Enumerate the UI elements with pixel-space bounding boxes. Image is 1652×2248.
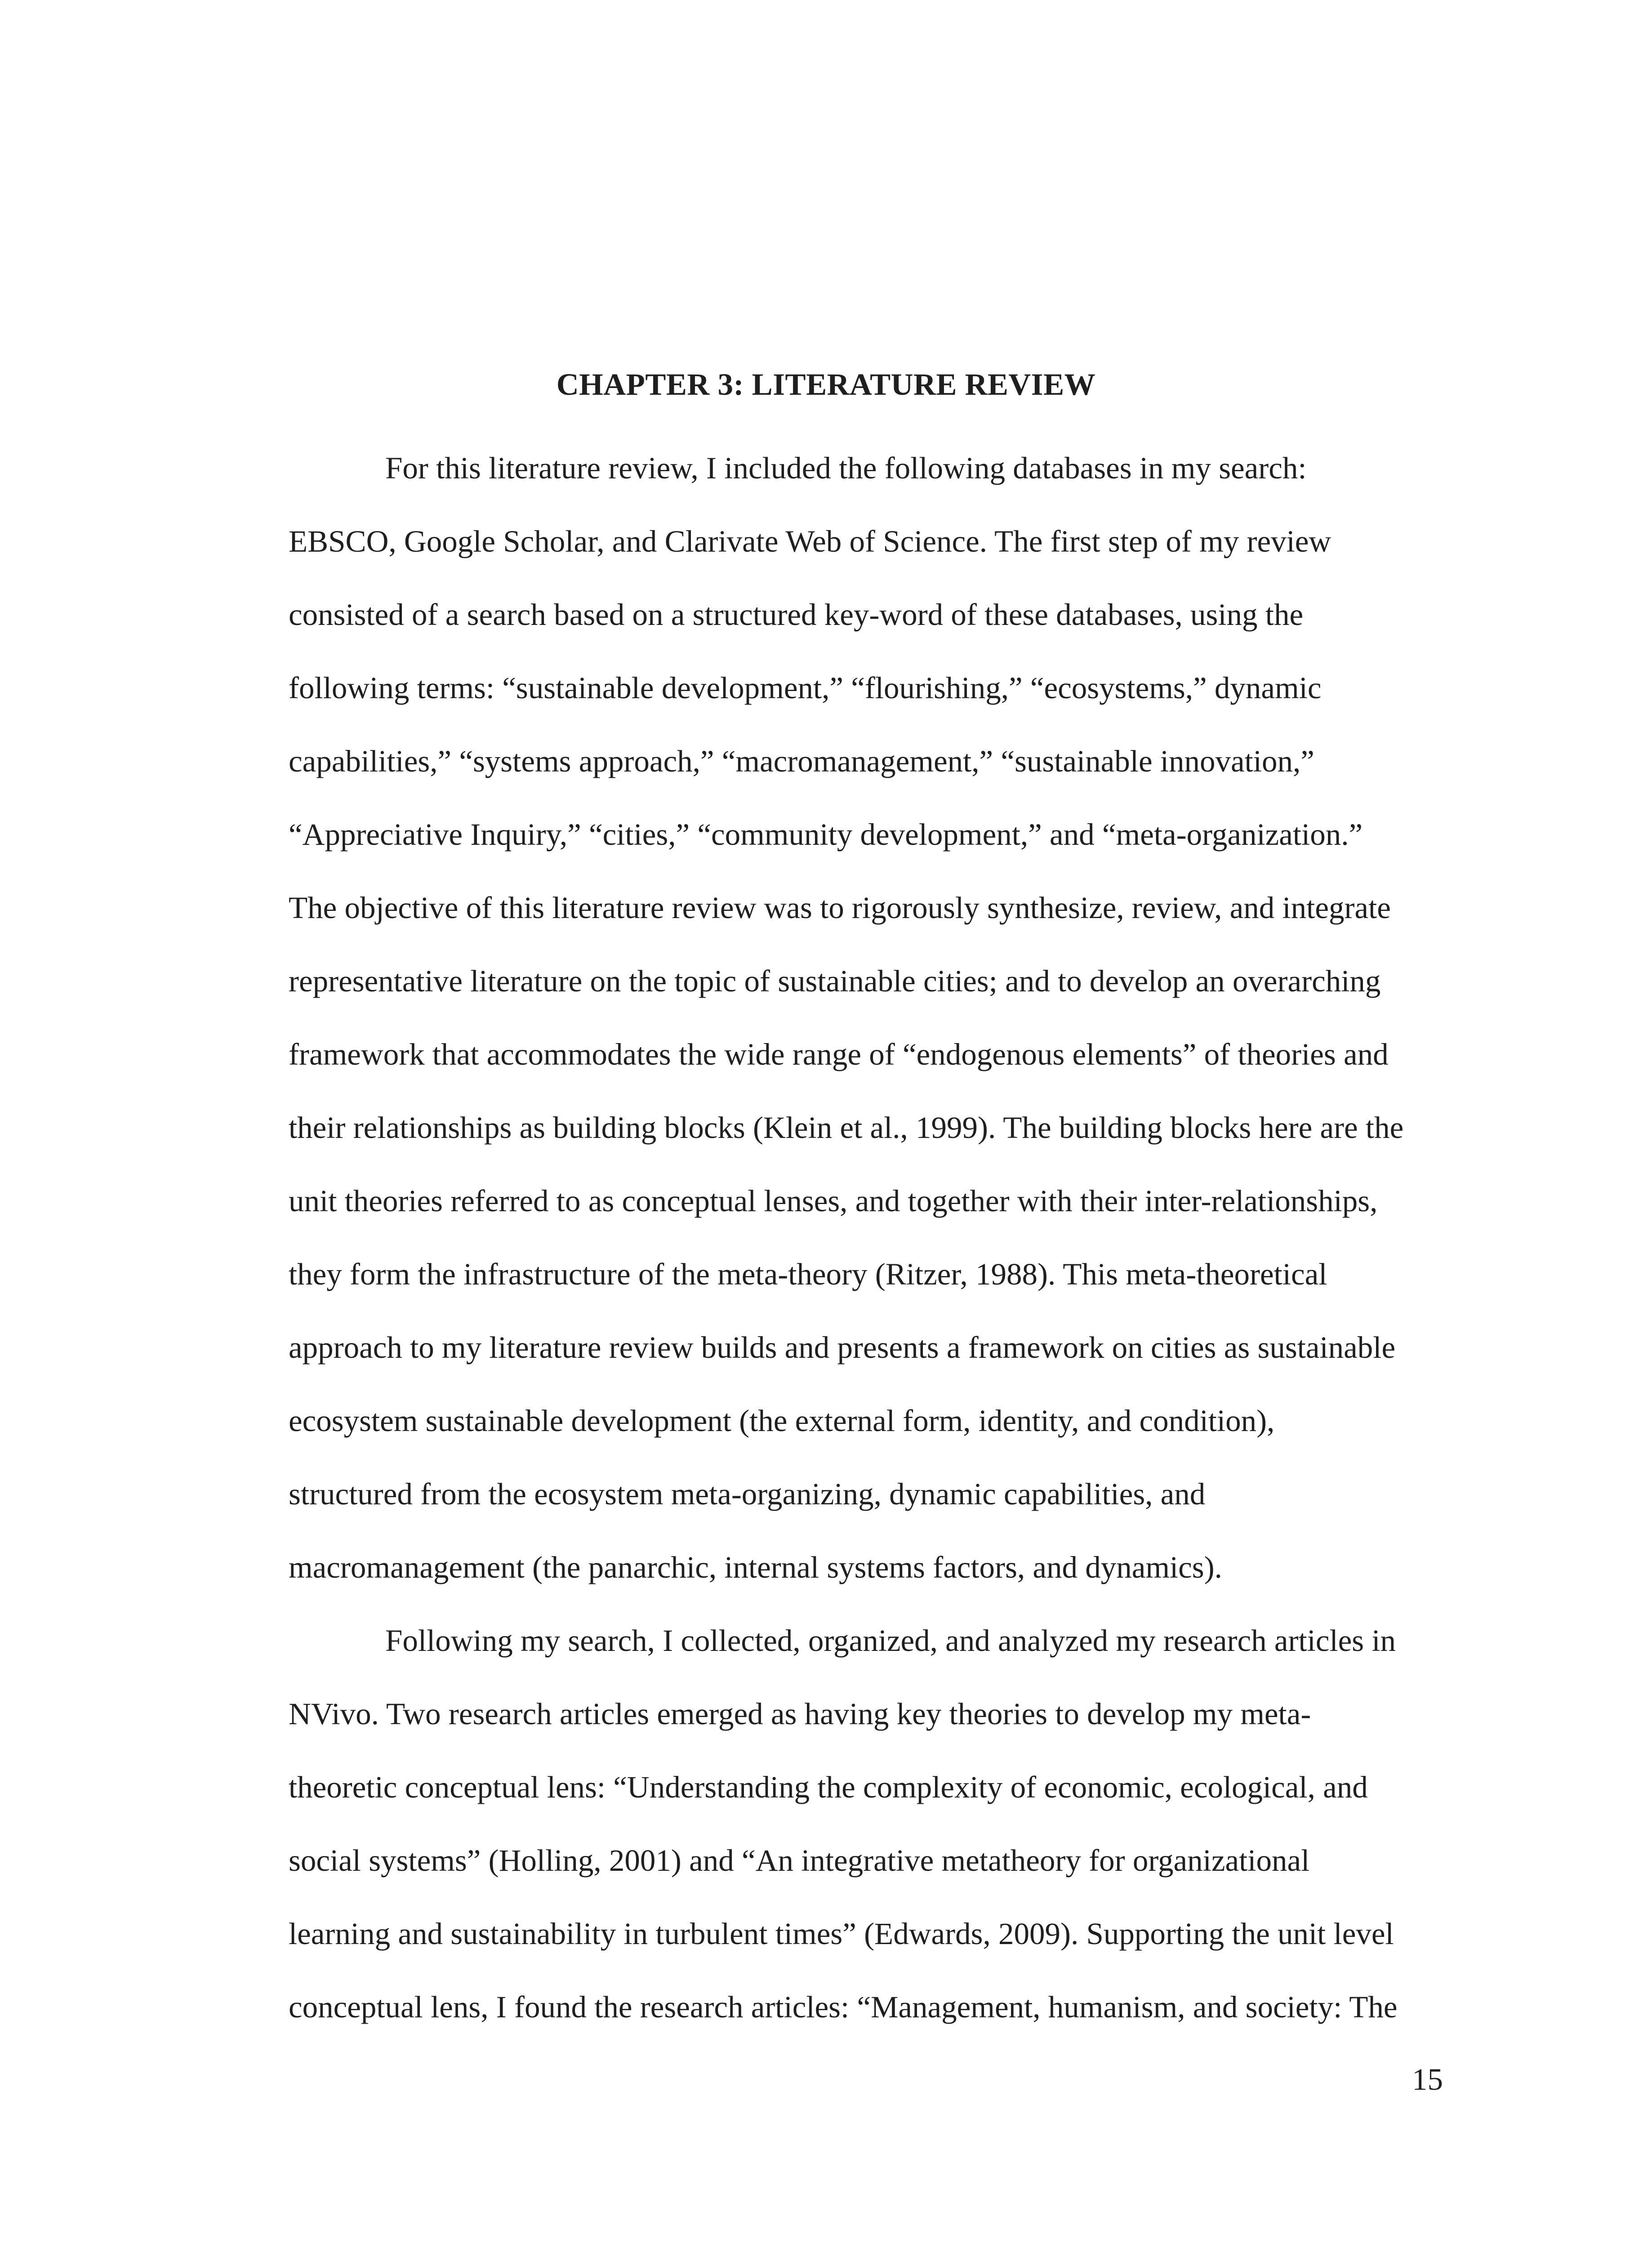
text-line: NVivo. Two research articles emerged as having key theories to develop my meta- bbox=[289, 1697, 1311, 1731]
body-text bbox=[289, 432, 1439, 2044]
page-number: 15 bbox=[1412, 2062, 1443, 2096]
text-line: structured from the ecosystem meta-organizing, dynamic capabilities, and bbox=[289, 1477, 1206, 1511]
text-line: For this literature review, I included the following databases in my search: bbox=[385, 451, 1307, 485]
text-line: framework that accommodates the wide range of “endogenous elements” of theories and bbox=[289, 1037, 1389, 1071]
text-line: representative literature on the topic of sustainable cities; and to develop an overarching bbox=[289, 964, 1381, 998]
text-line: following terms: “sustainable development,” “flourishing,” “ecosystems,” dynamic bbox=[289, 671, 1322, 705]
text-line: conceptual lens, I found the research articles: “Management, humanism, and society: The bbox=[289, 1990, 1398, 2024]
text-line: consisted of a search based on a structured key-word of these databases, using the bbox=[289, 598, 1304, 632]
text-line: learning and sustainability in turbulent times” (Edwards, 2009). Supporting the unit level bbox=[289, 1917, 1394, 1951]
chapter-heading: CHAPTER 3: LITERATURE REVIEW bbox=[556, 367, 1096, 401]
text-line: theoretic conceptual lens: “Understanding the complexity of economic, ecological, and bbox=[289, 1770, 1368, 1804]
text-line: macromanagement (the panarchic, internal systems factors, and dynamics). bbox=[289, 1550, 1222, 1584]
text-line: Following my search, I collected, organized, and analyzed my research articles in bbox=[385, 1624, 1396, 1658]
text-line: unit theories referred to as conceptual lenses, and together with their inter-relationships, bbox=[289, 1184, 1378, 1218]
text-line: ecosystem sustainable development (the external form, identity, and condition), bbox=[289, 1404, 1275, 1438]
text-line: The objective of this literature review was to rigorously synthesize, review, and integrate bbox=[289, 891, 1391, 925]
text-line: “Appreciative Inquiry,” “cities,” “community development,” and “meta-organization.” bbox=[289, 817, 1363, 852]
text-line: social systems” (Holling, 2001) and “An integrative metatheory for organizational bbox=[289, 1843, 1310, 1878]
text-line: EBSCO, Google Scholar, and Clarivate Web of Science. The first step of my review bbox=[289, 524, 1331, 558]
text-line: capabilities,” “systems approach,” “macromanagement,” “sustainable innovation,” bbox=[289, 744, 1314, 778]
text-line: they form the infrastructure of the meta-theory (Ritzer, 1988). This meta-theoretical bbox=[289, 1257, 1327, 1291]
text-line: their relationships as building blocks (Klein et al., 1999). The building blocks here are the bbox=[289, 1111, 1404, 1145]
text-line: approach to my literature review builds and presents a framework on cities as sustainable bbox=[289, 1330, 1396, 1365]
